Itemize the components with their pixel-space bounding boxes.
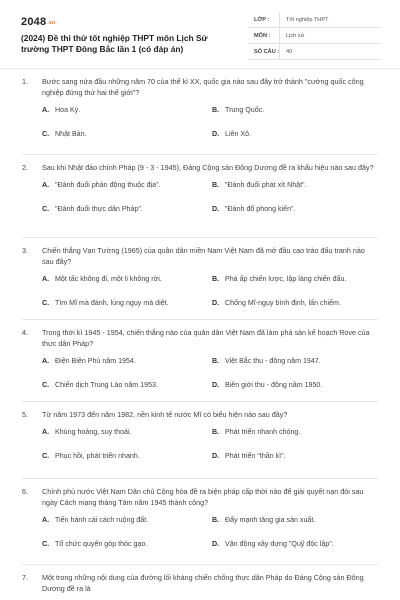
option-letter: B. bbox=[212, 428, 220, 436]
answer-option[interactable] bbox=[42, 381, 158, 389]
answer-option[interactable] bbox=[212, 357, 321, 365]
option-text: Phát triển nhanh chóng. bbox=[225, 428, 301, 436]
question-item bbox=[0, 76, 400, 152]
meta-value: 40 bbox=[286, 49, 293, 55]
question-item bbox=[0, 409, 400, 474]
page-header bbox=[0, 0, 400, 68]
answer-option[interactable] bbox=[42, 181, 161, 189]
option-letter: A. bbox=[42, 428, 50, 436]
option-text: Một tấc không đi, một li không rời. bbox=[55, 275, 162, 283]
question-divider bbox=[22, 564, 378, 565]
question-text: Trong thời kì 1945 - 1954, chiến thắng nào của quân dân Việt Nam đã làm phá sản kế hoạch Rove của thực dân Pháp? bbox=[42, 328, 370, 348]
meta-row-class bbox=[248, 12, 380, 28]
option-letter: A. bbox=[42, 106, 50, 114]
answer-option[interactable] bbox=[42, 540, 147, 548]
meta-row-subject bbox=[248, 28, 380, 44]
option-letter: C. bbox=[42, 452, 50, 460]
answer-options bbox=[22, 428, 378, 474]
question-divider bbox=[22, 237, 378, 238]
option-letter: C. bbox=[42, 299, 50, 307]
answer-options bbox=[22, 181, 378, 227]
option-text: Khủng hoảng, suy thoái. bbox=[55, 428, 132, 436]
meta-key: MÔN : bbox=[254, 33, 271, 39]
question-divider bbox=[22, 478, 378, 479]
option-text: Chống Mĩ-ngụy bình định, lấn chiếm. bbox=[225, 299, 341, 307]
answer-option[interactable] bbox=[42, 428, 132, 436]
answer-option[interactable] bbox=[42, 106, 80, 114]
question-text: Một trong những nội dung của đường lối kháng chiến chống thực dân Pháp do Đảng Cộng sản Đông Dương đề ra là bbox=[42, 573, 364, 593]
answer-option[interactable] bbox=[212, 381, 322, 389]
answer-options bbox=[22, 357, 378, 403]
header-divider bbox=[0, 68, 400, 69]
option-text: Phát triển "thần kì". bbox=[225, 452, 286, 460]
option-letter: D. bbox=[212, 299, 220, 307]
answer-option[interactable] bbox=[42, 130, 87, 138]
question-stem bbox=[22, 162, 378, 173]
question-number: 1. bbox=[22, 77, 28, 86]
option-letter: D. bbox=[212, 381, 220, 389]
answer-options bbox=[22, 106, 378, 152]
answer-option[interactable] bbox=[212, 516, 315, 524]
option-text: Tìm Mĩ mà đánh, lùng ngụy mà diệt. bbox=[55, 299, 169, 307]
answer-option[interactable] bbox=[212, 275, 346, 283]
option-letter: B. bbox=[212, 106, 220, 114]
option-text: Đẩy mạnh tăng gia sản xuất. bbox=[225, 516, 316, 524]
question-text: Từ năm 1973 đến năm 1982, nền kinh tế nước Mĩ có biểu hiện nào sau đây? bbox=[42, 410, 288, 419]
option-text: Phục hồi, phát triển nhanh. bbox=[55, 452, 140, 460]
question-stem bbox=[22, 245, 378, 267]
logo-suffix-text: .vn bbox=[47, 20, 56, 26]
question-text: Chiến thắng Vạn Tường (1965) của quân dân miền Nam Việt Nam đã mở đầu cao trào đấu tranh nào sau đây? bbox=[42, 246, 365, 266]
option-text: "Đánh đuổi phản động thuộc địa". bbox=[55, 181, 161, 189]
option-letter: D. bbox=[212, 205, 220, 213]
answer-option[interactable] bbox=[42, 516, 148, 524]
option-text: Vận động xây dựng "Quỹ độc lập". bbox=[225, 540, 334, 548]
question-stem bbox=[22, 327, 378, 349]
option-letter: D. bbox=[212, 452, 220, 460]
logo-main-text: 2048 bbox=[21, 16, 47, 28]
answer-options bbox=[22, 275, 378, 321]
option-text: Tổ chức quyên góp thóc gạo. bbox=[55, 540, 148, 548]
question-number: 3. bbox=[22, 246, 28, 255]
question-text: Sau khi Nhật đảo chính Pháp (9 - 3 - 1945), Đảng Cộng sản Đông Dương đề ra khẩu hiệu nào sau đây? bbox=[42, 163, 374, 172]
option-letter: A. bbox=[42, 516, 50, 524]
question-item bbox=[0, 245, 400, 321]
option-letter: B. bbox=[212, 516, 220, 524]
option-text: "Đánh đổ phong kiến". bbox=[225, 205, 296, 213]
answer-option[interactable] bbox=[212, 428, 300, 436]
option-text: Chiến dịch Trung Lào năm 1953. bbox=[55, 381, 158, 389]
answer-options bbox=[22, 516, 378, 562]
question-item bbox=[0, 162, 400, 227]
option-text: Trung Quốc. bbox=[225, 106, 265, 114]
answer-option[interactable] bbox=[42, 275, 162, 283]
option-text: "Đánh đuổi thực dân Pháp". bbox=[55, 205, 143, 213]
question-divider bbox=[22, 401, 378, 402]
question-divider bbox=[22, 154, 378, 155]
answer-option[interactable] bbox=[212, 181, 307, 189]
option-letter: C. bbox=[42, 130, 50, 138]
option-letter: C. bbox=[42, 205, 50, 213]
answer-option[interactable] bbox=[42, 205, 143, 213]
question-stem bbox=[22, 486, 378, 508]
answer-option[interactable] bbox=[212, 106, 264, 114]
option-letter: A. bbox=[42, 181, 50, 189]
option-text: Phá ấp chiến lược, lập làng chiến đấu. bbox=[225, 275, 347, 283]
option-letter: B. bbox=[212, 357, 220, 365]
question-item bbox=[0, 572, 400, 594]
question-text: Chính phủ nước Việt Nam Dân chủ Cộng hòa đề ra biện pháp cấp thời nào để giải quyết nạn đói sau ngày Cách mạng tháng Tám năm 1945 thành công? bbox=[42, 487, 364, 507]
option-letter: D. bbox=[212, 540, 220, 548]
option-letter: C. bbox=[42, 540, 50, 548]
option-letter: A. bbox=[42, 357, 50, 365]
option-letter: A. bbox=[42, 275, 50, 283]
answer-option[interactable] bbox=[212, 299, 341, 307]
question-stem bbox=[22, 572, 378, 594]
question-item bbox=[0, 486, 400, 562]
answer-option[interactable] bbox=[212, 205, 296, 213]
question-divider bbox=[22, 319, 378, 320]
question-number: 6. bbox=[22, 487, 28, 496]
answer-option[interactable] bbox=[42, 357, 136, 365]
question-number: 7. bbox=[22, 573, 28, 582]
site-logo[interactable] bbox=[21, 16, 55, 28]
option-text: Điện Biên Phủ năm 1954. bbox=[55, 357, 136, 365]
option-text: "Đánh đuổi phát xít Nhật". bbox=[225, 181, 307, 189]
meta-key: LỚP : bbox=[254, 17, 270, 23]
option-letter: D. bbox=[212, 130, 220, 138]
question-number: 2. bbox=[22, 163, 28, 172]
question-number: 5. bbox=[22, 410, 28, 419]
option-text: Hoa Kỳ. bbox=[55, 106, 81, 114]
question-stem bbox=[22, 409, 378, 420]
meta-key: SỐ CÂU : bbox=[254, 49, 280, 55]
question-number: 4. bbox=[22, 328, 28, 337]
answer-option[interactable] bbox=[212, 130, 251, 138]
answer-option[interactable] bbox=[212, 452, 286, 460]
answer-option[interactable] bbox=[42, 299, 169, 307]
option-text: Tiến hành cải cách ruộng đất. bbox=[55, 516, 149, 524]
option-text: Biên giới thu - đông năm 1950. bbox=[225, 381, 323, 389]
option-letter: B. bbox=[212, 181, 220, 189]
answer-option[interactable] bbox=[42, 452, 140, 460]
meta-value: Tốt nghiệp THPT bbox=[286, 17, 329, 23]
meta-value: Lịch sử bbox=[286, 33, 305, 39]
question-stem bbox=[22, 76, 378, 98]
exam-title: (2024) Đề thi thử tốt nghiệp THPT môn Lịch Sử trường THPT Đông Bắc lần 1 (có đáp án) bbox=[21, 33, 208, 54]
question-text: Bước sang nửa đầu những năm 70 của thế kỉ XX, quốc gia nào sau đây trở thành "cường quốc công nghiệp đứng thứ hai thế giới"? bbox=[42, 77, 364, 97]
option-text: Việt Bắc thu - đông năm 1947. bbox=[225, 357, 321, 365]
meta-row-question-count bbox=[248, 44, 380, 60]
option-letter: C. bbox=[42, 381, 50, 389]
option-text: Liên Xô. bbox=[225, 130, 252, 138]
option-text: Nhật Bản. bbox=[55, 130, 87, 138]
answer-option[interactable] bbox=[212, 540, 334, 548]
exam-meta-table bbox=[248, 12, 380, 60]
question-item bbox=[0, 327, 400, 403]
option-letter: B. bbox=[212, 275, 220, 283]
